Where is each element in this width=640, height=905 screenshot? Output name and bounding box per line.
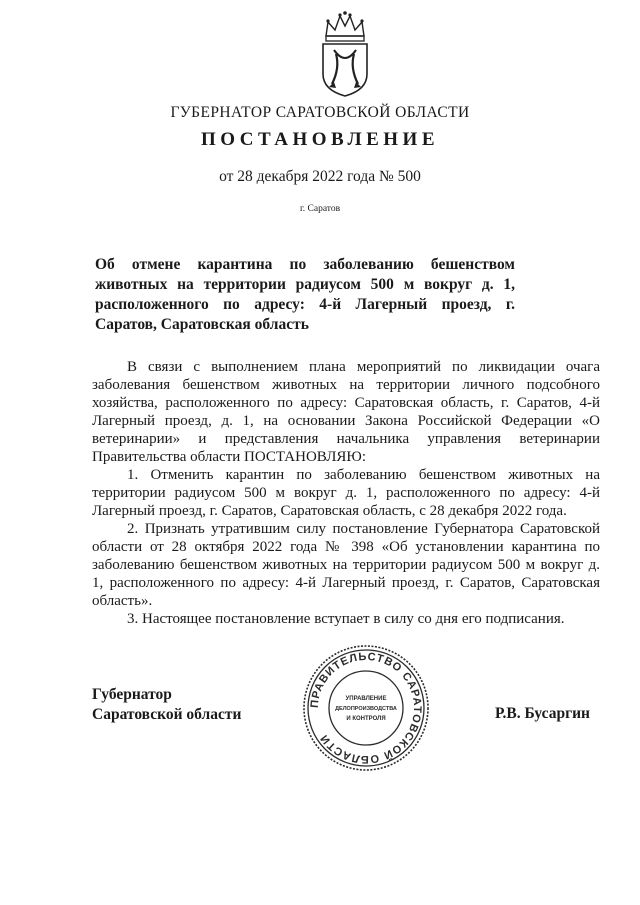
stamp-center-line3: И КОНТРОЛЯ [346, 716, 386, 722]
issuing-authority: ГУБЕРНАТОР САРАТОВСКОЙ ОБЛАСТИ [170, 104, 470, 121]
signatory-name: Р.В. Бусаргин [495, 705, 590, 722]
saratov-coat-of-arms-icon [318, 10, 372, 98]
signatory-title-line2: Саратовской области [92, 706, 242, 723]
document-body [92, 358, 600, 628]
clause-1: 1. Отменить карантин по заболеванию бешенством животных на территории радиусом 500 м вокруг д. 1, расположенного по адресу: 4-й Лагерный проезд, г. Саратов, Саратовская область, с 28 декабря 2022 года. [92, 467, 600, 519]
document-date-number: от 28 декабря 2022 года № 500 [219, 168, 421, 185]
stamp-center-line2: ДЕЛОПРОИЗВОДСТВА [335, 706, 397, 712]
clause-2: 2. Признать утратившим силу постановление Губернатора Саратовской области от 28 октября 2022 года № 398 «Об установлении карантина по заболеванию бешенством животных на территории радиусом 500 м вокруг д. 1, расположенного по адресу: 4-й Лагерный проезд, г. Саратов, Саратовская область». [92, 521, 600, 609]
signatory-title-line1: Губернатор [92, 686, 172, 703]
stamp-ring-text: ПРАВИТЕЛЬСТВО САРАТОВСКОЙ ОБЛАСТИ [308, 650, 424, 766]
document-place: г. Саратов [299, 204, 341, 214]
signatory-title [92, 685, 241, 725]
clause-3: 3. Настоящее постановление вступает в силу со дня его подписания. [127, 611, 565, 627]
official-stamp [300, 642, 432, 774]
document-subject: Об отмене карантина по заболеванию бешенством животных на территории радиусом 500 м вокруг д. 1, расположенного по адресу: 4-й Лагерный проезд, г. Саратов, Саратовская область [95, 256, 515, 333]
document-type: ПОСТАНОВЛЕНИЕ [200, 129, 440, 150]
preamble-paragraph: В связи с выполнением плана мероприятий по ликвидации очага заболевания бешенством животных на территории личного подсобного хозяйства, расположенного по адресу: Саратовская область, г. Саратов, 4-й Лагерный проезд, д. 1, на основании Закона Российской Федерации «О ветеринарии» и представления начальника управления ветеринарии Правительства области ПОСТАНОВЛЯЮ: [92, 359, 600, 465]
stamp-center-line1: УПРАВЛЕНИЕ [345, 696, 387, 702]
